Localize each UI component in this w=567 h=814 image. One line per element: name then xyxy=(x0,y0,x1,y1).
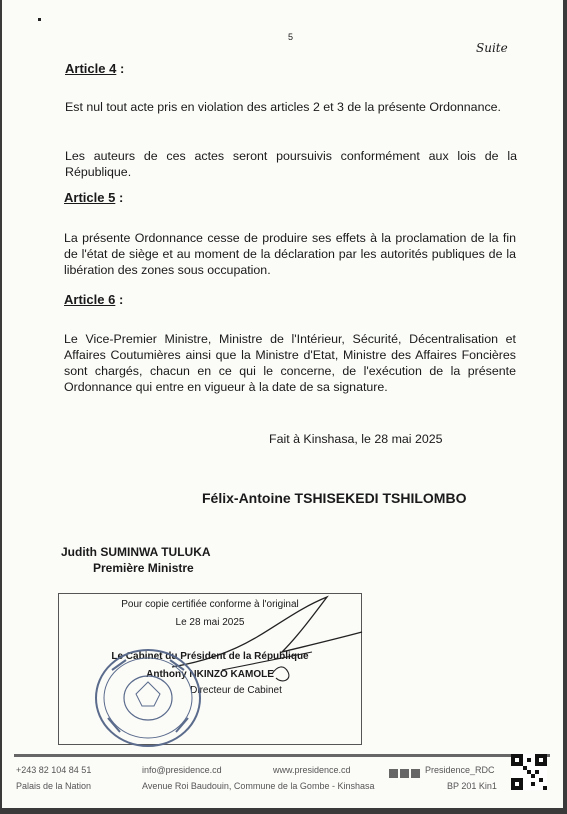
certification-name: Anthony NKINZO KAMOLE xyxy=(146,669,274,680)
footer-po-box: BP 201 Kin1 xyxy=(447,781,497,791)
official-stamp xyxy=(92,646,204,750)
article-5-heading xyxy=(64,190,123,205)
footer-website: www.presidence.cd xyxy=(273,765,351,775)
article-6-paragraph-1: Le Vice-Premier Ministre, Ministre de l'Intérieur, Sécurité, Décentralisation et Affaires Coutumières ainsi que la Ministre d'Etat, Ministre des Affaires Foncières sont chargés, chacun en ce qui le concerne, de l'exécution de la présente Ordonnance qui entre en vigueur à la date de sa signature. xyxy=(64,332,516,394)
article-5-paragraph-1: La présente Ordonnance cesse de produire ses effets à la proclamation de la fin de l'état de siège et au moment de la déclaration par les autorités publiques de la libération des zones sous occupation. xyxy=(64,231,516,277)
prime-minister-title: Première Ministre xyxy=(93,561,194,575)
footer-social-handle: Presidence_RDC xyxy=(425,765,495,775)
article-4-heading xyxy=(65,61,124,76)
article-4-paragraph-1: Est nul tout acte pris en violation des articles 2 et 3 de la présente Ordonnance. xyxy=(65,100,501,114)
footer-address: Avenue Roi Baudouin, Commune de la Gombe - Kinshasa xyxy=(142,781,375,791)
place-date: Fait à Kinshasa, le 28 mai 2025 xyxy=(269,432,443,446)
scan-speck xyxy=(38,18,41,21)
article-6-title: Article 6 xyxy=(64,292,116,307)
certification-line: Pour copie certifiée conforme à l'original xyxy=(121,599,299,610)
footer-rule xyxy=(14,754,550,757)
article-5-colon: : xyxy=(118,190,124,205)
youtube-icon xyxy=(411,769,420,778)
article-4-title: Article 4 xyxy=(65,61,117,76)
certification-role: Directeur de Cabinet xyxy=(190,685,282,696)
page-number: 5 xyxy=(288,32,294,42)
certification-office: Le Cabinet du Président de la République xyxy=(111,651,309,662)
president-signature-name: Félix-Antoine TSHISEKEDI TSHILOMBO xyxy=(202,490,467,506)
social-icons xyxy=(389,765,423,775)
article-5-title: Article 5 xyxy=(64,190,116,205)
footer-phone: +243 82 104 84 51 xyxy=(16,765,92,775)
article-4-colon: : xyxy=(119,61,125,76)
facebook-icon xyxy=(389,769,398,778)
document-page xyxy=(2,0,563,808)
qr-code-icon xyxy=(511,754,547,790)
suite-label: Suite xyxy=(476,41,508,55)
twitter-icon xyxy=(400,769,409,778)
article-4-paragraph-2: Les auteurs de ces actes seront poursuivis conformément aux lois de la République. xyxy=(65,149,517,179)
article-6-colon: : xyxy=(118,292,124,307)
footer-place: Palais de la Nation xyxy=(16,781,92,791)
footer-email: info@presidence.cd xyxy=(142,765,222,775)
prime-minister-name: Judith SUMINWA TULUKA xyxy=(61,545,211,559)
certification-date: Le 28 mai 2025 xyxy=(175,617,245,628)
article-6-heading xyxy=(64,292,123,307)
